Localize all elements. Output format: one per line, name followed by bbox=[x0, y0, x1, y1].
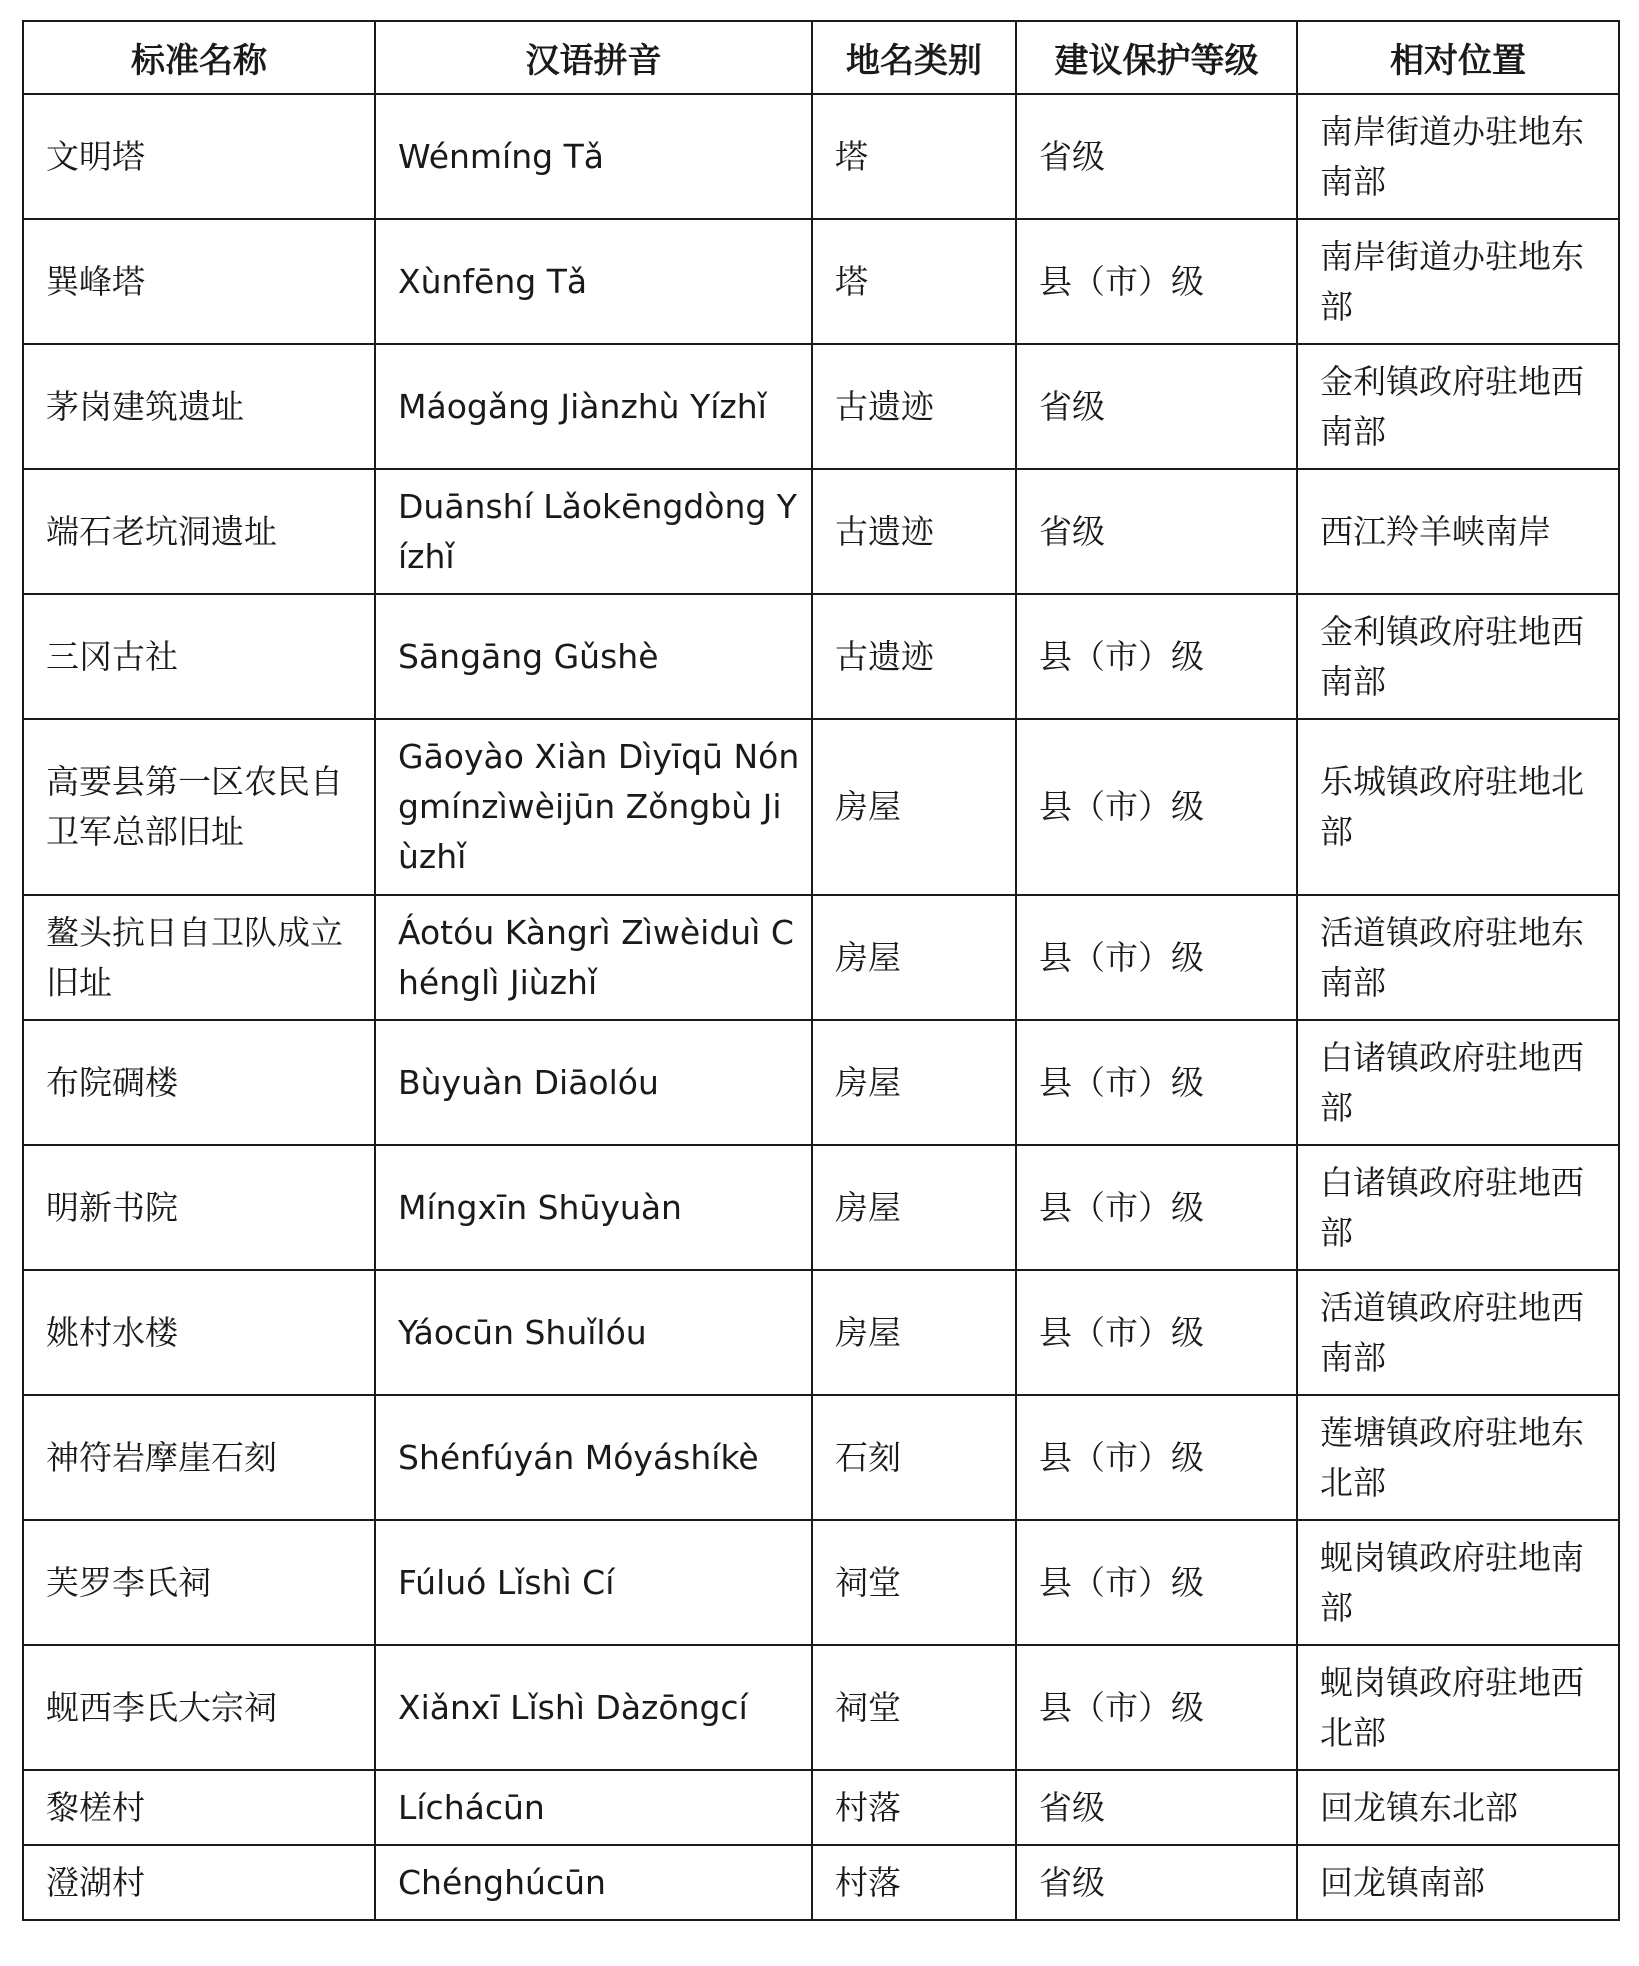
cell-name: 高要县第一区农民自卫军总部旧址 bbox=[23, 719, 375, 895]
cell-pinyin: Áotóu Kàngrì Zìwèiduì Chénglì Jiùzhǐ bbox=[375, 895, 812, 1020]
cell-name: 澄湖村 bbox=[23, 1845, 375, 1920]
cell-level: 县（市）级 bbox=[1016, 594, 1297, 719]
cell-pinyin: Duānshí Lǎokēngdòng Yízhǐ bbox=[375, 469, 812, 594]
cell-name: 姚村水楼 bbox=[23, 1270, 375, 1395]
cell-level: 县（市）级 bbox=[1016, 1395, 1297, 1520]
cell-location: 回龙镇东北部 bbox=[1297, 1770, 1619, 1845]
cell-level: 县（市）级 bbox=[1016, 1520, 1297, 1645]
cell-pinyin: Líchácūn bbox=[375, 1770, 812, 1845]
cell-name: 三冈古社 bbox=[23, 594, 375, 719]
cell-level: 县（市）级 bbox=[1016, 719, 1297, 895]
cell-pinyin: Gāoyào Xiàn Dìyīqū Nóngmínzìwèijūn Zǒngbù Jiùzhǐ bbox=[375, 719, 812, 895]
table-row bbox=[23, 895, 1619, 1020]
header-pinyin: 汉语拼音 bbox=[375, 21, 812, 94]
cell-level: 县（市）级 bbox=[1016, 219, 1297, 344]
table-row bbox=[23, 94, 1619, 219]
table-row bbox=[23, 1395, 1619, 1520]
cell-category: 石刻 bbox=[812, 1395, 1016, 1520]
table-row bbox=[23, 469, 1619, 594]
cell-level: 县（市）级 bbox=[1016, 1270, 1297, 1395]
cell-location: 乐城镇政府驻地北部 bbox=[1297, 719, 1619, 895]
table-row bbox=[23, 219, 1619, 344]
table-row bbox=[23, 344, 1619, 469]
cell-name: 巽峰塔 bbox=[23, 219, 375, 344]
cell-location: 活道镇政府驻地东南部 bbox=[1297, 895, 1619, 1020]
cell-location: 南岸街道办驻地东部 bbox=[1297, 219, 1619, 344]
cell-pinyin: Máogǎng Jiànzhù Yízhǐ bbox=[375, 344, 812, 469]
cell-level: 县（市）级 bbox=[1016, 1645, 1297, 1770]
cell-category: 古遗迹 bbox=[812, 344, 1016, 469]
cell-pinyin: Míngxīn Shūyuàn bbox=[375, 1145, 812, 1270]
cell-name: 蚬西李氏大宗祠 bbox=[23, 1645, 375, 1770]
table-row bbox=[23, 1645, 1619, 1770]
table-row bbox=[23, 1020, 1619, 1145]
place-name-table-container bbox=[22, 20, 1618, 1921]
cell-category: 房屋 bbox=[812, 1145, 1016, 1270]
table-row bbox=[23, 1145, 1619, 1270]
cell-location: 白诸镇政府驻地西部 bbox=[1297, 1145, 1619, 1270]
cell-location: 白诸镇政府驻地西部 bbox=[1297, 1020, 1619, 1145]
cell-name: 鳌头抗日自卫队成立旧址 bbox=[23, 895, 375, 1020]
cell-location: 金利镇政府驻地西南部 bbox=[1297, 594, 1619, 719]
cell-category: 祠堂 bbox=[812, 1645, 1016, 1770]
header-row bbox=[23, 21, 1619, 94]
cell-name: 布院碉楼 bbox=[23, 1020, 375, 1145]
place-name-table bbox=[22, 20, 1620, 1921]
cell-name: 茅岗建筑遗址 bbox=[23, 344, 375, 469]
table-row bbox=[23, 594, 1619, 719]
cell-pinyin: Xiǎnxī Lǐshì Dàzōngcí bbox=[375, 1645, 812, 1770]
table-row bbox=[23, 719, 1619, 895]
cell-location: 蚬岗镇政府驻地南部 bbox=[1297, 1520, 1619, 1645]
table-row bbox=[23, 1845, 1619, 1920]
cell-pinyin: Shénfúyán Móyáshíkè bbox=[375, 1395, 812, 1520]
cell-category: 房屋 bbox=[812, 1270, 1016, 1395]
cell-pinyin: Sāngāng Gǔshè bbox=[375, 594, 812, 719]
cell-level: 省级 bbox=[1016, 344, 1297, 469]
header-category: 地名类别 bbox=[812, 21, 1016, 94]
cell-location: 西江羚羊峡南岸 bbox=[1297, 469, 1619, 594]
header-protection-level: 建议保护等级 bbox=[1016, 21, 1297, 94]
cell-name: 芙罗李氏祠 bbox=[23, 1520, 375, 1645]
cell-category: 古遗迹 bbox=[812, 594, 1016, 719]
cell-pinyin: Chénghúcūn bbox=[375, 1845, 812, 1920]
cell-location: 回龙镇南部 bbox=[1297, 1845, 1619, 1920]
cell-level: 县（市）级 bbox=[1016, 1145, 1297, 1270]
cell-level: 县（市）级 bbox=[1016, 895, 1297, 1020]
cell-location: 南岸街道办驻地东南部 bbox=[1297, 94, 1619, 219]
table-row bbox=[23, 1270, 1619, 1395]
cell-location: 金利镇政府驻地西南部 bbox=[1297, 344, 1619, 469]
cell-pinyin: Fúluó Lǐshì Cí bbox=[375, 1520, 812, 1645]
header-relative-location: 相对位置 bbox=[1297, 21, 1619, 94]
cell-category: 村落 bbox=[812, 1845, 1016, 1920]
header-standard-name: 标准名称 bbox=[23, 21, 375, 94]
cell-category: 房屋 bbox=[812, 719, 1016, 895]
cell-level: 县（市）级 bbox=[1016, 1020, 1297, 1145]
cell-location: 活道镇政府驻地西南部 bbox=[1297, 1270, 1619, 1395]
table-row bbox=[23, 1520, 1619, 1645]
cell-category: 村落 bbox=[812, 1770, 1016, 1845]
cell-level: 省级 bbox=[1016, 469, 1297, 594]
cell-level: 省级 bbox=[1016, 94, 1297, 219]
cell-pinyin: Bùyuàn Diāolóu bbox=[375, 1020, 812, 1145]
cell-category: 塔 bbox=[812, 94, 1016, 219]
cell-category: 古遗迹 bbox=[812, 469, 1016, 594]
cell-name: 明新书院 bbox=[23, 1145, 375, 1270]
cell-category: 祠堂 bbox=[812, 1520, 1016, 1645]
table-row bbox=[23, 1770, 1619, 1845]
cell-level: 省级 bbox=[1016, 1845, 1297, 1920]
cell-level: 省级 bbox=[1016, 1770, 1297, 1845]
cell-name: 文明塔 bbox=[23, 94, 375, 219]
cell-pinyin: Yáocūn Shuǐlóu bbox=[375, 1270, 812, 1395]
cell-location: 莲塘镇政府驻地东北部 bbox=[1297, 1395, 1619, 1520]
cell-location: 蚬岗镇政府驻地西北部 bbox=[1297, 1645, 1619, 1770]
cell-pinyin: Wénmíng Tǎ bbox=[375, 94, 812, 219]
cell-pinyin: Xùnfēng Tǎ bbox=[375, 219, 812, 344]
cell-name: 黎槎村 bbox=[23, 1770, 375, 1845]
cell-category: 塔 bbox=[812, 219, 1016, 344]
cell-category: 房屋 bbox=[812, 895, 1016, 1020]
cell-name: 端石老坑洞遗址 bbox=[23, 469, 375, 594]
cell-name: 神符岩摩崖石刻 bbox=[23, 1395, 375, 1520]
cell-category: 房屋 bbox=[812, 1020, 1016, 1145]
